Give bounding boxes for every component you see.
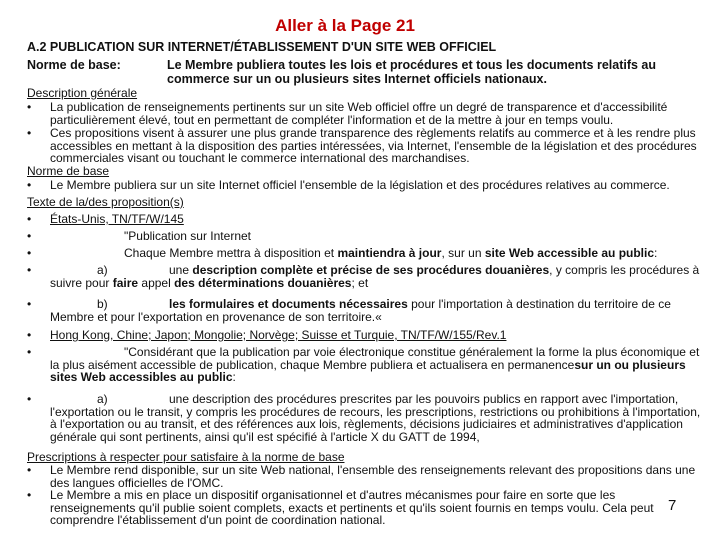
heading-principles: Prescriptions à respecter pour satisfaire à la norme de base — [27, 450, 345, 464]
heading-proposals: Texte de la/des proposition(s) — [27, 195, 184, 209]
bullet-marker: • — [27, 246, 32, 260]
heading-general-description: Description générale — [27, 86, 138, 100]
chaque-membre-paragraph: Chaque Membre mettra à disposition et maintiendra à jour, sur un site Web accessible au public: — [124, 246, 658, 260]
heading-base-norm: Norme de base — [27, 164, 110, 178]
bullet-marker: • — [27, 328, 32, 342]
item-b-text: les formulaires et documents nécessaires pour l'importation à destination du territoire de ce Membre et pour l'exportation en provenance de son territoire.« — [50, 297, 671, 324]
item-b-label: b) — [97, 297, 108, 311]
hk-proposal-reference: Hong Kong, Chine; Japon; Mongolie; Norvège; Suisse et Turquie, TN/TF/W/155/Rev.1 — [50, 328, 507, 342]
considering-paragraph: "Considérant que la publication par voie électronique constitue généralement la forme la plus économique et la plus aisément accessible de publication, chaque Membre publiera et actualisera en permanencesur un ou plusieurs sites Web accessibles au public: — [50, 345, 700, 385]
general-bullet-1: La publication de renseignements pertinents sur un site Web officiel offre un degré de transparence et d'accessibilité particulièrement élevé, tout en permettant de compléter l'information et de la mettre à jour en temps voulu. — [50, 100, 668, 127]
norm-text: Le Membre publiera toutes les lois et procédures et tous les documents relatifs au commerce sur un ou plusieurs sites Internet officiels nationaux. — [167, 58, 657, 86]
bullet-marker: • — [27, 488, 32, 502]
principle-bullet-2: Le Membre a mis en place un dispositif organisationnel et d'autres mécanismes pour faire en sorte que les renseignements qu'il publie soient complets, exacts et pertinents et qu'ils soient fournis en temps voulu. Cela peut comprendre l'établissement d'un point de coordination national. — [50, 488, 654, 528]
bullet-marker: • — [27, 345, 32, 359]
bullet-marker: • — [27, 178, 32, 192]
norm-bullet: Le Membre publiera sur un site Internet officiel l'ensemble de la législation et des procédures relatives au commerce. — [50, 178, 670, 192]
general-bullet-2: Ces propositions visent à assurer une plus grande transparence des règlements relatifs au commerce et à les rendre plus accessibles en mettant à la disposition des parties intéressées, via Internet, l'ensemble de la législation et des procédures commerciales visant ou touchant le commerce international des marchandises. — [50, 126, 697, 166]
item-a2-text: une description des procédures prescrites par les pouvoirs publics en rapport avec l'importation, l'exportation ou le transit, y compris les procédures de recours, les prescriptions, restrictions ou prohibitions à l'importation, à l'exportation ou au transit, et des références aux lois, règlements, décisions judiciaires et administratives d'application générale qui sont pertinents, ainsi qu'il est spécifié à l'article X du GATT de 1994, — [50, 392, 701, 445]
us-proposal-reference: États-Unis, TN/TF/W/145 — [50, 212, 184, 226]
bullet-marker: • — [27, 263, 32, 277]
bullet-marker: • — [27, 229, 32, 243]
publication-internet-heading: "Publication sur Internet — [124, 229, 251, 243]
section-title: A.2 PUBLICATION SUR INTERNET/ÉTABLISSEMENT D'UN SITE WEB OFFICIEL — [27, 40, 497, 54]
item-a2-label: a) — [97, 392, 108, 406]
page-number: 7 — [668, 497, 677, 514]
bullet-marker: • — [27, 212, 32, 226]
bullet-marker: • — [27, 100, 32, 114]
item-a-text: une description complète et précise de ses procédures douanières, y compris les procédures à suivre pour faire appel des déterminations douanières; et — [50, 263, 700, 290]
bullet-marker: • — [27, 463, 32, 477]
bullet-marker: • — [27, 392, 32, 406]
bullet-marker: • — [27, 126, 32, 140]
principle-bullet-1: Le Membre rend disponible, sur un site Web national, l'ensemble des renseignements relevant des propositions dans une des langues officielles de l'OMC. — [50, 463, 696, 490]
bullet-marker: • — [27, 297, 32, 311]
norm-label: Norme de base: — [27, 58, 121, 72]
goto-page-21-link[interactable]: Aller à la Page 21 — [275, 16, 415, 35]
item-a-label: a) — [97, 263, 108, 277]
